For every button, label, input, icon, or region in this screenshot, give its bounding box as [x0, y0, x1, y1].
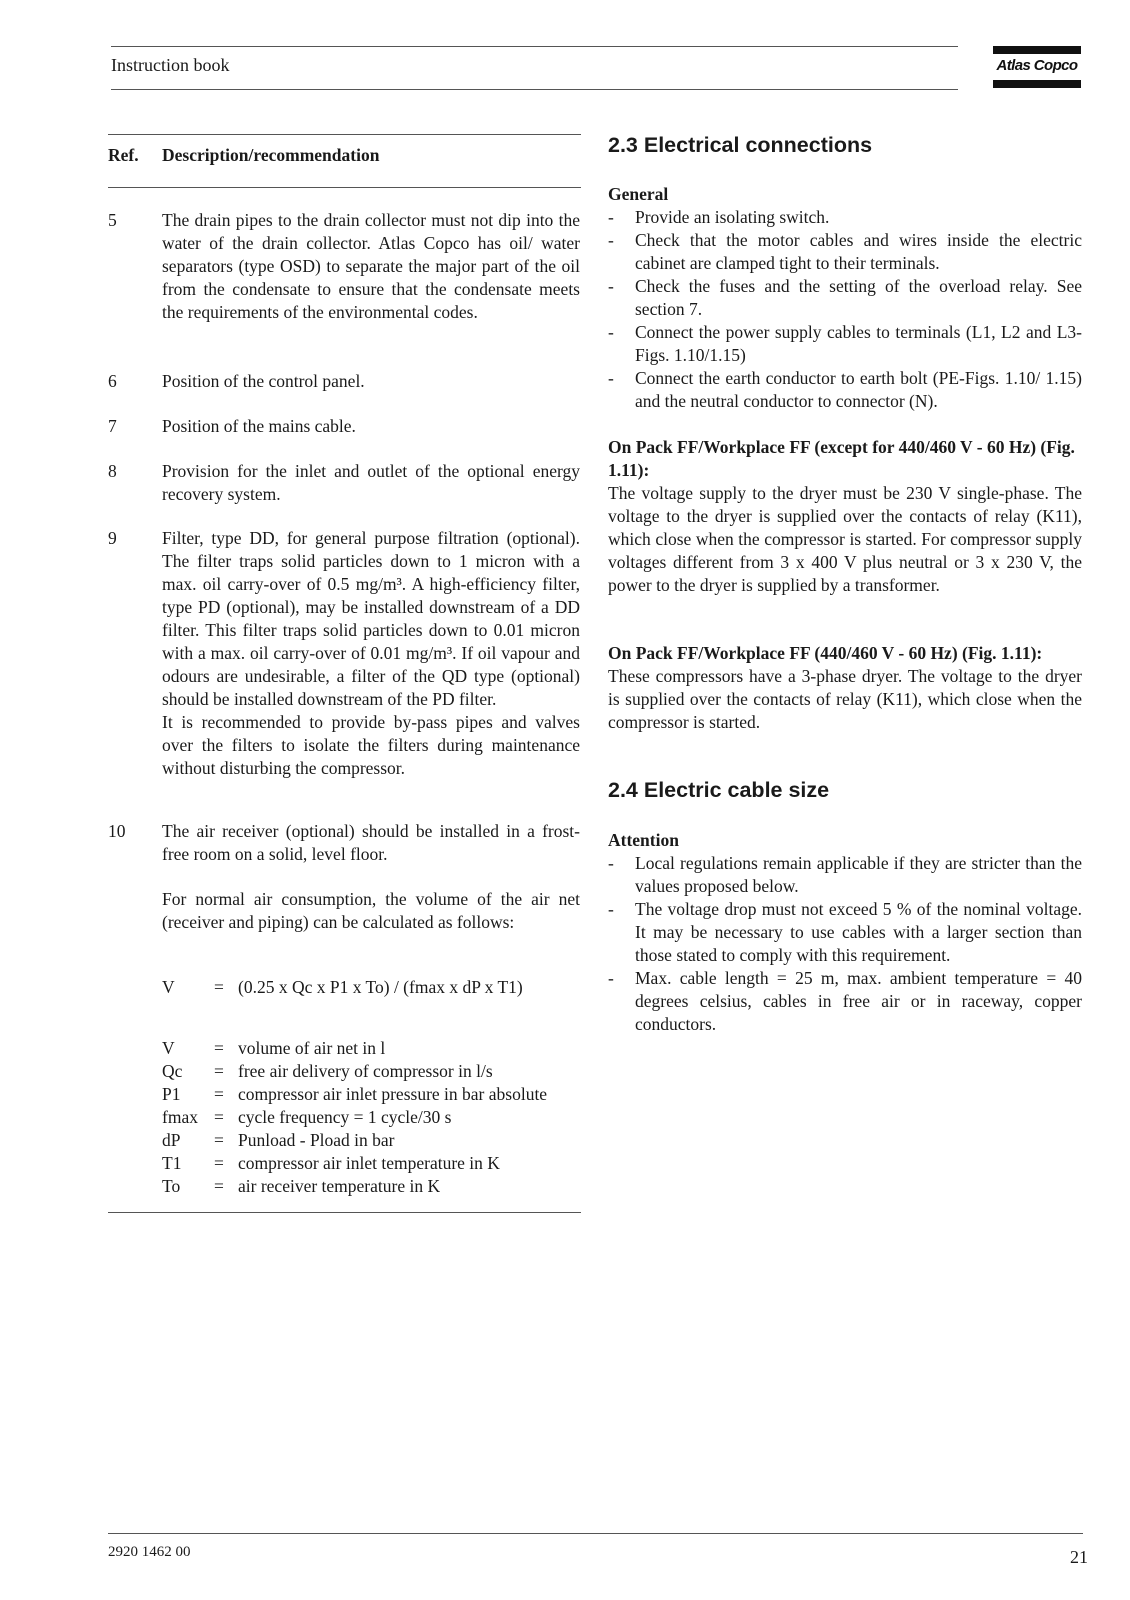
logo-bottom-bar	[993, 80, 1081, 88]
bullet-text: Local regulations remain applicable if they are stricter than the values proposed below.	[635, 853, 1082, 896]
row-ref-5: 5	[108, 210, 117, 230]
pack-ff-440-heading: On Pack FF/Workplace FF (440/460 V - 60 Hz) (Fig. 1.11):	[608, 643, 1043, 663]
var-equals: =	[214, 1176, 224, 1196]
attention-bullet-list	[608, 852, 1082, 1036]
list-item	[608, 229, 1082, 275]
bullet-text: The voltage drop must not exceed 5 % of the nominal voltage. It may be necessary to use cables with a larger section than those stated to comply with this requirement.	[635, 899, 1082, 965]
section-title-electric-cable-size: 2.4 Electric cable size	[608, 778, 830, 802]
bullet-dash: -	[608, 968, 614, 988]
bullet-dash: -	[608, 276, 614, 296]
variable-row	[162, 1060, 580, 1083]
bullet-dash: -	[608, 899, 614, 919]
var-equals: =	[214, 1107, 224, 1127]
bullet-text: Max. cable length = 25 m, max. ambient temperature = 40 degrees celsius, cables in free air or in raceway, copper conductors.	[635, 968, 1082, 1034]
var-definition: compressor air inlet temperature in K	[238, 1153, 500, 1173]
row-desc-9	[162, 527, 580, 780]
document-number: 2920 1462 00	[108, 1544, 191, 1560]
row-text-10-volume: For normal air consumption, the volume of the air net (receiver and piping) can be calculated as follows:	[162, 889, 580, 932]
attention-heading: Attention	[608, 830, 679, 850]
section-title-electrical-connections: 2.3 Electrical connections	[608, 133, 873, 157]
list-item	[608, 275, 1082, 321]
bullet-dash: -	[608, 853, 614, 873]
list-item	[608, 206, 1082, 229]
list-item	[608, 367, 1082, 413]
list-item	[608, 321, 1082, 367]
bullet-text: Connect the earth conductor to earth bolt (PE-Figs. 1.10/ 1.15) and the neutral conductor to connector (N).	[635, 368, 1082, 411]
row-text-9: Filter, type DD, for general purpose filtration (optional). The filter traps solid particles down to 1 micron with a max. oil carry-over of 0.5 mg/m³. A high-efficiency filter, type PD (optional), may be installed downstream of a DD filter. This filter traps solid particles down to 0.01 micron with a max. oil carry-over of 0.01 mg/m³. If oil vapour and odours are undesirable, a filter of the QD type (optional) should be installed downstream of the PD filter.	[162, 528, 580, 709]
header-top-rule	[111, 46, 958, 47]
var-definition: volume of air net in l	[238, 1038, 386, 1058]
bullet-dash: -	[608, 368, 614, 388]
formula-equals: =	[214, 977, 224, 997]
variable-row	[162, 1129, 580, 1152]
variable-definitions	[162, 1037, 580, 1198]
pack-ff-440-text: These compressors have a 3-phase dryer. The voltage to the dryer is supplied over the contacts of relay (K11), which close when the compressor is started.	[608, 666, 1082, 732]
list-item	[608, 967, 1082, 1036]
row-ref-6: 6	[108, 371, 117, 391]
table-top-rule	[108, 134, 581, 135]
variable-row	[162, 1175, 580, 1198]
row-text-7: Position of the mains cable.	[162, 416, 356, 436]
list-item	[608, 852, 1082, 898]
var-symbol: dP	[162, 1130, 181, 1150]
table-header-rule	[108, 187, 581, 188]
bullet-text: Check that the motor cables and wires inside the electric cabinet are clamped tight to their terminals.	[635, 230, 1082, 273]
row-ref-8: 8	[108, 461, 117, 481]
volume-formula	[162, 976, 580, 999]
var-equals: =	[214, 1153, 224, 1173]
general-bullet-list	[608, 206, 1082, 413]
row-ref-10: 10	[108, 821, 126, 841]
var-equals: =	[214, 1130, 224, 1150]
var-symbol: Qc	[162, 1061, 183, 1081]
bullet-dash: -	[608, 322, 614, 342]
bullet-dash: -	[608, 230, 614, 250]
bullet-text: Connect the power supply cables to terminals (L1, L2 and L3-Figs. 1.10/1.15)	[635, 322, 1082, 365]
row-desc-5	[162, 209, 580, 324]
list-item	[608, 898, 1082, 967]
atlas-copco-logo	[993, 46, 1081, 90]
row-text-6: Position of the control panel.	[162, 371, 365, 391]
row-desc-7	[162, 415, 580, 438]
row-desc-6	[162, 370, 580, 393]
var-symbol: P1	[162, 1084, 181, 1104]
row-desc-10	[162, 820, 580, 934]
row-desc-8	[162, 460, 580, 506]
var-equals: =	[214, 1061, 224, 1081]
logo-wordmark: Atlas Copco	[996, 57, 1078, 74]
col-header-ref: Ref.	[108, 145, 139, 165]
var-definition: compressor air inlet pressure in bar absolute	[238, 1084, 548, 1104]
table-bottom-rule	[108, 1212, 581, 1213]
variable-row	[162, 1106, 580, 1129]
formula-symbol: V	[162, 977, 175, 997]
formula-expression: (0.25 x Qc x P1 x To) / (fmax x dP x T1)	[238, 977, 523, 997]
bullet-text: Provide an isolating switch.	[635, 207, 830, 227]
row-ref-9: 9	[108, 528, 117, 548]
var-symbol: V	[162, 1038, 175, 1058]
row-ref-7: 7	[108, 416, 117, 436]
var-equals: =	[214, 1084, 224, 1104]
col-header-description: Description/recommendation	[162, 145, 380, 165]
bullet-text: Check the fuses and the setting of the overload relay. See section 7.	[635, 276, 1082, 319]
var-symbol: To	[162, 1176, 181, 1196]
header-title: Instruction book	[111, 55, 230, 75]
row-text-9-bypass: It is recommended to provide by-pass pipes and valves over the filters to isolate the filters during maintenance without disturbing the compressor.	[162, 712, 580, 778]
bullet-dash: -	[608, 207, 614, 227]
pack-ff-text: The voltage supply to the dryer must be 230 V single-phase. The voltage to the dryer is supplied over the contacts of relay (K11), which close when the compressor is started. For compressor supply voltages different from 3 x 400 V plus neutral or 3 x 230 V, the power to the dryer is supplied by a transformer.	[608, 483, 1082, 595]
var-definition: free air delivery of compressor in l/s	[238, 1061, 493, 1081]
row-text-5: The drain pipes to the drain collector must not dip into the water of the drain collector. Atlas Copco has oil/ water separators (type OSD) to separate the major part of the oil from the condensate to ensure that the condensate meets the requirements of the environmental codes.	[162, 210, 580, 322]
general-heading: General	[608, 184, 669, 204]
var-symbol: T1	[162, 1153, 182, 1173]
var-definition: air receiver temperature in K	[238, 1176, 441, 1196]
row-text-8: Provision for the inlet and outlet of the optional energy recovery system.	[162, 461, 580, 504]
var-equals: =	[214, 1038, 224, 1058]
pack-ff-heading: On Pack FF/Workplace FF (except for 440/460 V - 60 Hz) (Fig. 1.11):	[608, 437, 1075, 480]
footer-rule	[108, 1533, 1083, 1534]
var-definition: Punload - Pload in bar	[238, 1130, 395, 1150]
header-bottom-rule	[111, 89, 958, 90]
logo-top-bar	[993, 46, 1081, 54]
row-text-10: The air receiver (optional) should be installed in a frost-free room on a solid, level floor.	[162, 821, 580, 864]
var-symbol: fmax	[162, 1107, 198, 1127]
variable-row	[162, 1083, 580, 1106]
page-number: 21	[1070, 1547, 1088, 1567]
variable-row	[162, 1152, 580, 1175]
variable-row	[162, 1037, 580, 1060]
var-definition: cycle frequency = 1 cycle/30 s	[238, 1107, 452, 1127]
